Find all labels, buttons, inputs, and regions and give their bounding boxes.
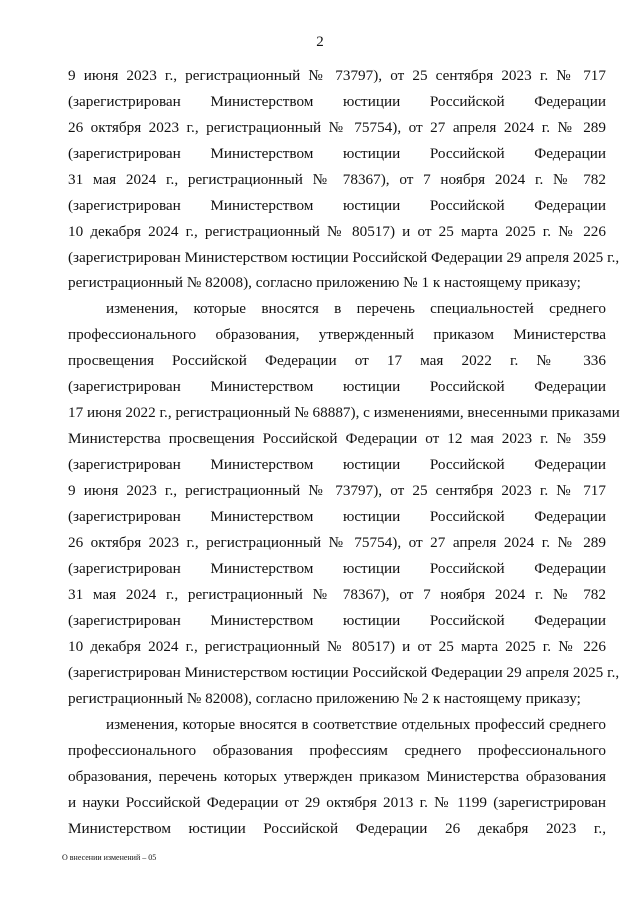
text-line: профессионального образования профессиям среднего профессионального (68, 742, 606, 759)
text-line: 26 октября 2023 г., регистрационный № 75754), от 27 апреля 2024 г. № 289 (68, 534, 606, 551)
text-line: (зарегистрирован Министерством юстиции Российской Федерации (68, 197, 606, 214)
text-line: 26 октября 2023 г., регистрационный № 75754), от 27 апреля 2024 г. № 289 (68, 119, 606, 136)
text-line: регистрационный № 82008), согласно приложению № 2 к настоящему приказу; (68, 690, 581, 707)
text-line: (зарегистрирован Министерством юстиции Российской Федерации 29 апреля 2025 г., (68, 249, 620, 266)
text-line: Министерством юстиции Российской Федерации 26 декабря 2023 г., (68, 820, 606, 837)
text-line: (зарегистрирован Министерством юстиции Российской Федерации 29 апреля 2025 г., (68, 664, 620, 681)
text-line: профессионального образования, утвержденный приказом Министерства (68, 326, 606, 343)
text-line: 10 декабря 2024 г., регистрационный № 80517) и от 25 марта 2025 г. № 226 (68, 638, 606, 655)
text-line: (зарегистрирован Министерством юстиции Российской Федерации (68, 93, 606, 110)
footer-note: О внесении изменений – 05 (62, 853, 157, 862)
text-line: 17 июня 2022 г., регистрационный № 68887), с изменениями, внесенными приказами (68, 404, 620, 421)
text-line: 10 декабря 2024 г., регистрационный № 80517) и от 25 марта 2025 г. № 226 (68, 223, 606, 240)
text-line: (зарегистрирован Министерством юстиции Российской Федерации (68, 508, 606, 525)
text-line: (зарегистрирован Министерством юстиции Российской Федерации (68, 456, 606, 473)
text-line: 9 июня 2023 г., регистрационный № 73797), от 25 сентября 2023 г. № 717 (68, 67, 606, 84)
paragraph-first-line: изменения, которые вносятся в соответствие отдельных профессий среднего (106, 716, 606, 733)
text-line: образования, перечень которых утвержден приказом Министерства образования (68, 768, 606, 785)
text-line: 31 мая 2024 г., регистрационный № 78367), от 7 ноября 2024 г. № 782 (68, 171, 606, 188)
text-line: просвещения Российской Федерации от 17 мая 2022 г. № 336 (68, 352, 606, 369)
text-line: 31 мая 2024 г., регистрационный № 78367), от 7 ноября 2024 г. № 782 (68, 586, 606, 603)
text-line: Министерства просвещения Российской Федерации от 12 мая 2023 г. № 359 (68, 430, 606, 447)
page-number: 2 (316, 34, 324, 50)
paragraph-first-line: изменения, которые вносятся в перечень специальностей среднего (106, 300, 606, 317)
text-line: (зарегистрирован Министерством юстиции Российской Федерации (68, 145, 606, 162)
text-line: и науки Российской Федерации от 29 октября 2013 г. № 1199 (зарегистрирован (68, 794, 606, 811)
text-line: (зарегистрирован Министерством юстиции Российской Федерации (68, 560, 606, 577)
text-line: 9 июня 2023 г., регистрационный № 73797), от 25 сентября 2023 г. № 717 (68, 482, 606, 499)
text-line: (зарегистрирован Министерством юстиции Российской Федерации (68, 612, 606, 629)
text-line: регистрационный № 82008), согласно приложению № 1 к настоящему приказу; (68, 274, 581, 291)
text-line: (зарегистрирован Министерством юстиции Российской Федерации (68, 378, 606, 395)
